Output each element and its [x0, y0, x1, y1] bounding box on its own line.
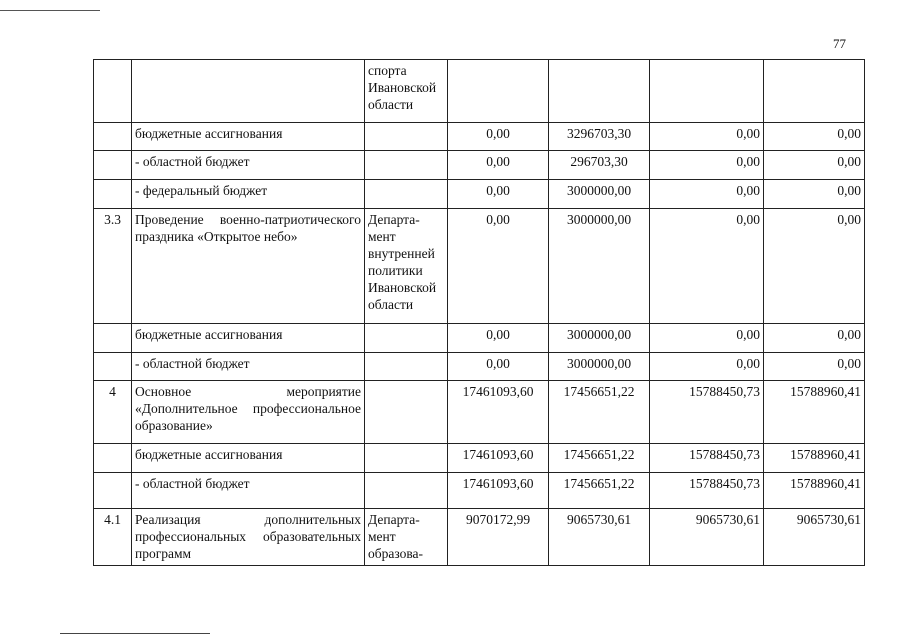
measure-name: - областной бюджет [132, 151, 365, 180]
table-row [94, 381, 865, 444]
row-number: 3.3 [94, 209, 132, 324]
row-number [94, 123, 132, 151]
measure-name: бюджетные ассигнования [132, 444, 365, 473]
value-4 [764, 60, 865, 123]
value-3 [650, 60, 764, 123]
value-3: 9065730,61 [650, 509, 764, 566]
executor [365, 123, 448, 151]
table-row [94, 444, 865, 473]
value-4: 0,00 [764, 151, 865, 180]
measure-name: - областной бюджет [132, 353, 365, 381]
value-2: 17456651,22 [549, 381, 650, 444]
value-1: 17461093,60 [448, 381, 549, 444]
value-2: 3000000,00 [549, 324, 650, 353]
value-2: 3000000,00 [549, 353, 650, 381]
value-1: 17461093,60 [448, 444, 549, 473]
table-row [94, 151, 865, 180]
table-row [94, 209, 865, 324]
table-row [94, 353, 865, 381]
value-3: 15788450,73 [650, 381, 764, 444]
value-4: 0,00 [764, 209, 865, 324]
row-number: 4 [94, 381, 132, 444]
measure-name: бюджетные ассигнования [132, 324, 365, 353]
value-1 [448, 60, 549, 123]
bottom-rule [60, 633, 210, 634]
value-2: 3296703,30 [549, 123, 650, 151]
value-2: 296703,30 [549, 151, 650, 180]
table-row [94, 123, 865, 151]
measure-name: бюджетные ассигнования [132, 123, 365, 151]
value-2: 9065730,61 [549, 509, 650, 566]
value-3: 15788450,73 [650, 473, 764, 509]
value-3: 0,00 [650, 353, 764, 381]
value-2: 17456651,22 [549, 473, 650, 509]
value-1: 0,00 [448, 353, 549, 381]
row-number [94, 180, 132, 209]
value-3: 0,00 [650, 209, 764, 324]
value-1: 9070172,99 [448, 509, 549, 566]
table-row [94, 60, 865, 123]
value-1: 0,00 [448, 123, 549, 151]
value-3: 0,00 [650, 180, 764, 209]
table-row [94, 324, 865, 353]
value-2 [549, 60, 650, 123]
top-rule [0, 10, 100, 11]
value-1: 0,00 [448, 324, 549, 353]
measure-name: - федеральный бюджет [132, 180, 365, 209]
value-4: 0,00 [764, 123, 865, 151]
executor [365, 324, 448, 353]
executor: спорта Ивановской области [365, 60, 448, 123]
value-3: 0,00 [650, 324, 764, 353]
value-1: 0,00 [448, 209, 549, 324]
row-number [94, 353, 132, 381]
executor [365, 381, 448, 444]
value-1: 0,00 [448, 151, 549, 180]
measure-name: - областной бюджет [132, 473, 365, 509]
measure-name: Основное мероприятие «Дополнительное профессиональное образование» [132, 381, 365, 444]
value-4: 15788960,41 [764, 444, 865, 473]
table-row [94, 509, 865, 566]
measure-name [132, 60, 365, 123]
executor [365, 151, 448, 180]
value-4: 0,00 [764, 180, 865, 209]
value-4: 0,00 [764, 324, 865, 353]
row-number [94, 324, 132, 353]
value-3: 15788450,73 [650, 444, 764, 473]
value-4: 15788960,41 [764, 381, 865, 444]
value-4: 9065730,61 [764, 509, 865, 566]
value-1: 17461093,60 [448, 473, 549, 509]
executor [365, 180, 448, 209]
executor [365, 353, 448, 381]
value-2: 17456651,22 [549, 444, 650, 473]
row-number [94, 151, 132, 180]
value-2: 3000000,00 [549, 180, 650, 209]
row-number [94, 60, 132, 123]
row-number [94, 444, 132, 473]
table-row [94, 473, 865, 509]
executor: Департа-мент образова- [365, 509, 448, 566]
page-number: 77 [833, 36, 846, 51]
measure-name: Реализация дополнительных профессиональных образовательных программ [132, 509, 365, 566]
value-3: 0,00 [650, 123, 764, 151]
table-row [94, 180, 865, 209]
row-number: 4.1 [94, 509, 132, 566]
value-4: 15788960,41 [764, 473, 865, 509]
budget-table [93, 59, 865, 566]
executor [365, 473, 448, 509]
measure-name: Проведение военно-патриотического праздника «Открытое небо» [132, 209, 365, 324]
row-number [94, 473, 132, 509]
executor: Департа-мент внутренней политики Ивановской области [365, 209, 448, 324]
value-2: 3000000,00 [549, 209, 650, 324]
executor [365, 444, 448, 473]
value-3: 0,00 [650, 151, 764, 180]
value-4: 0,00 [764, 353, 865, 381]
value-1: 0,00 [448, 180, 549, 209]
